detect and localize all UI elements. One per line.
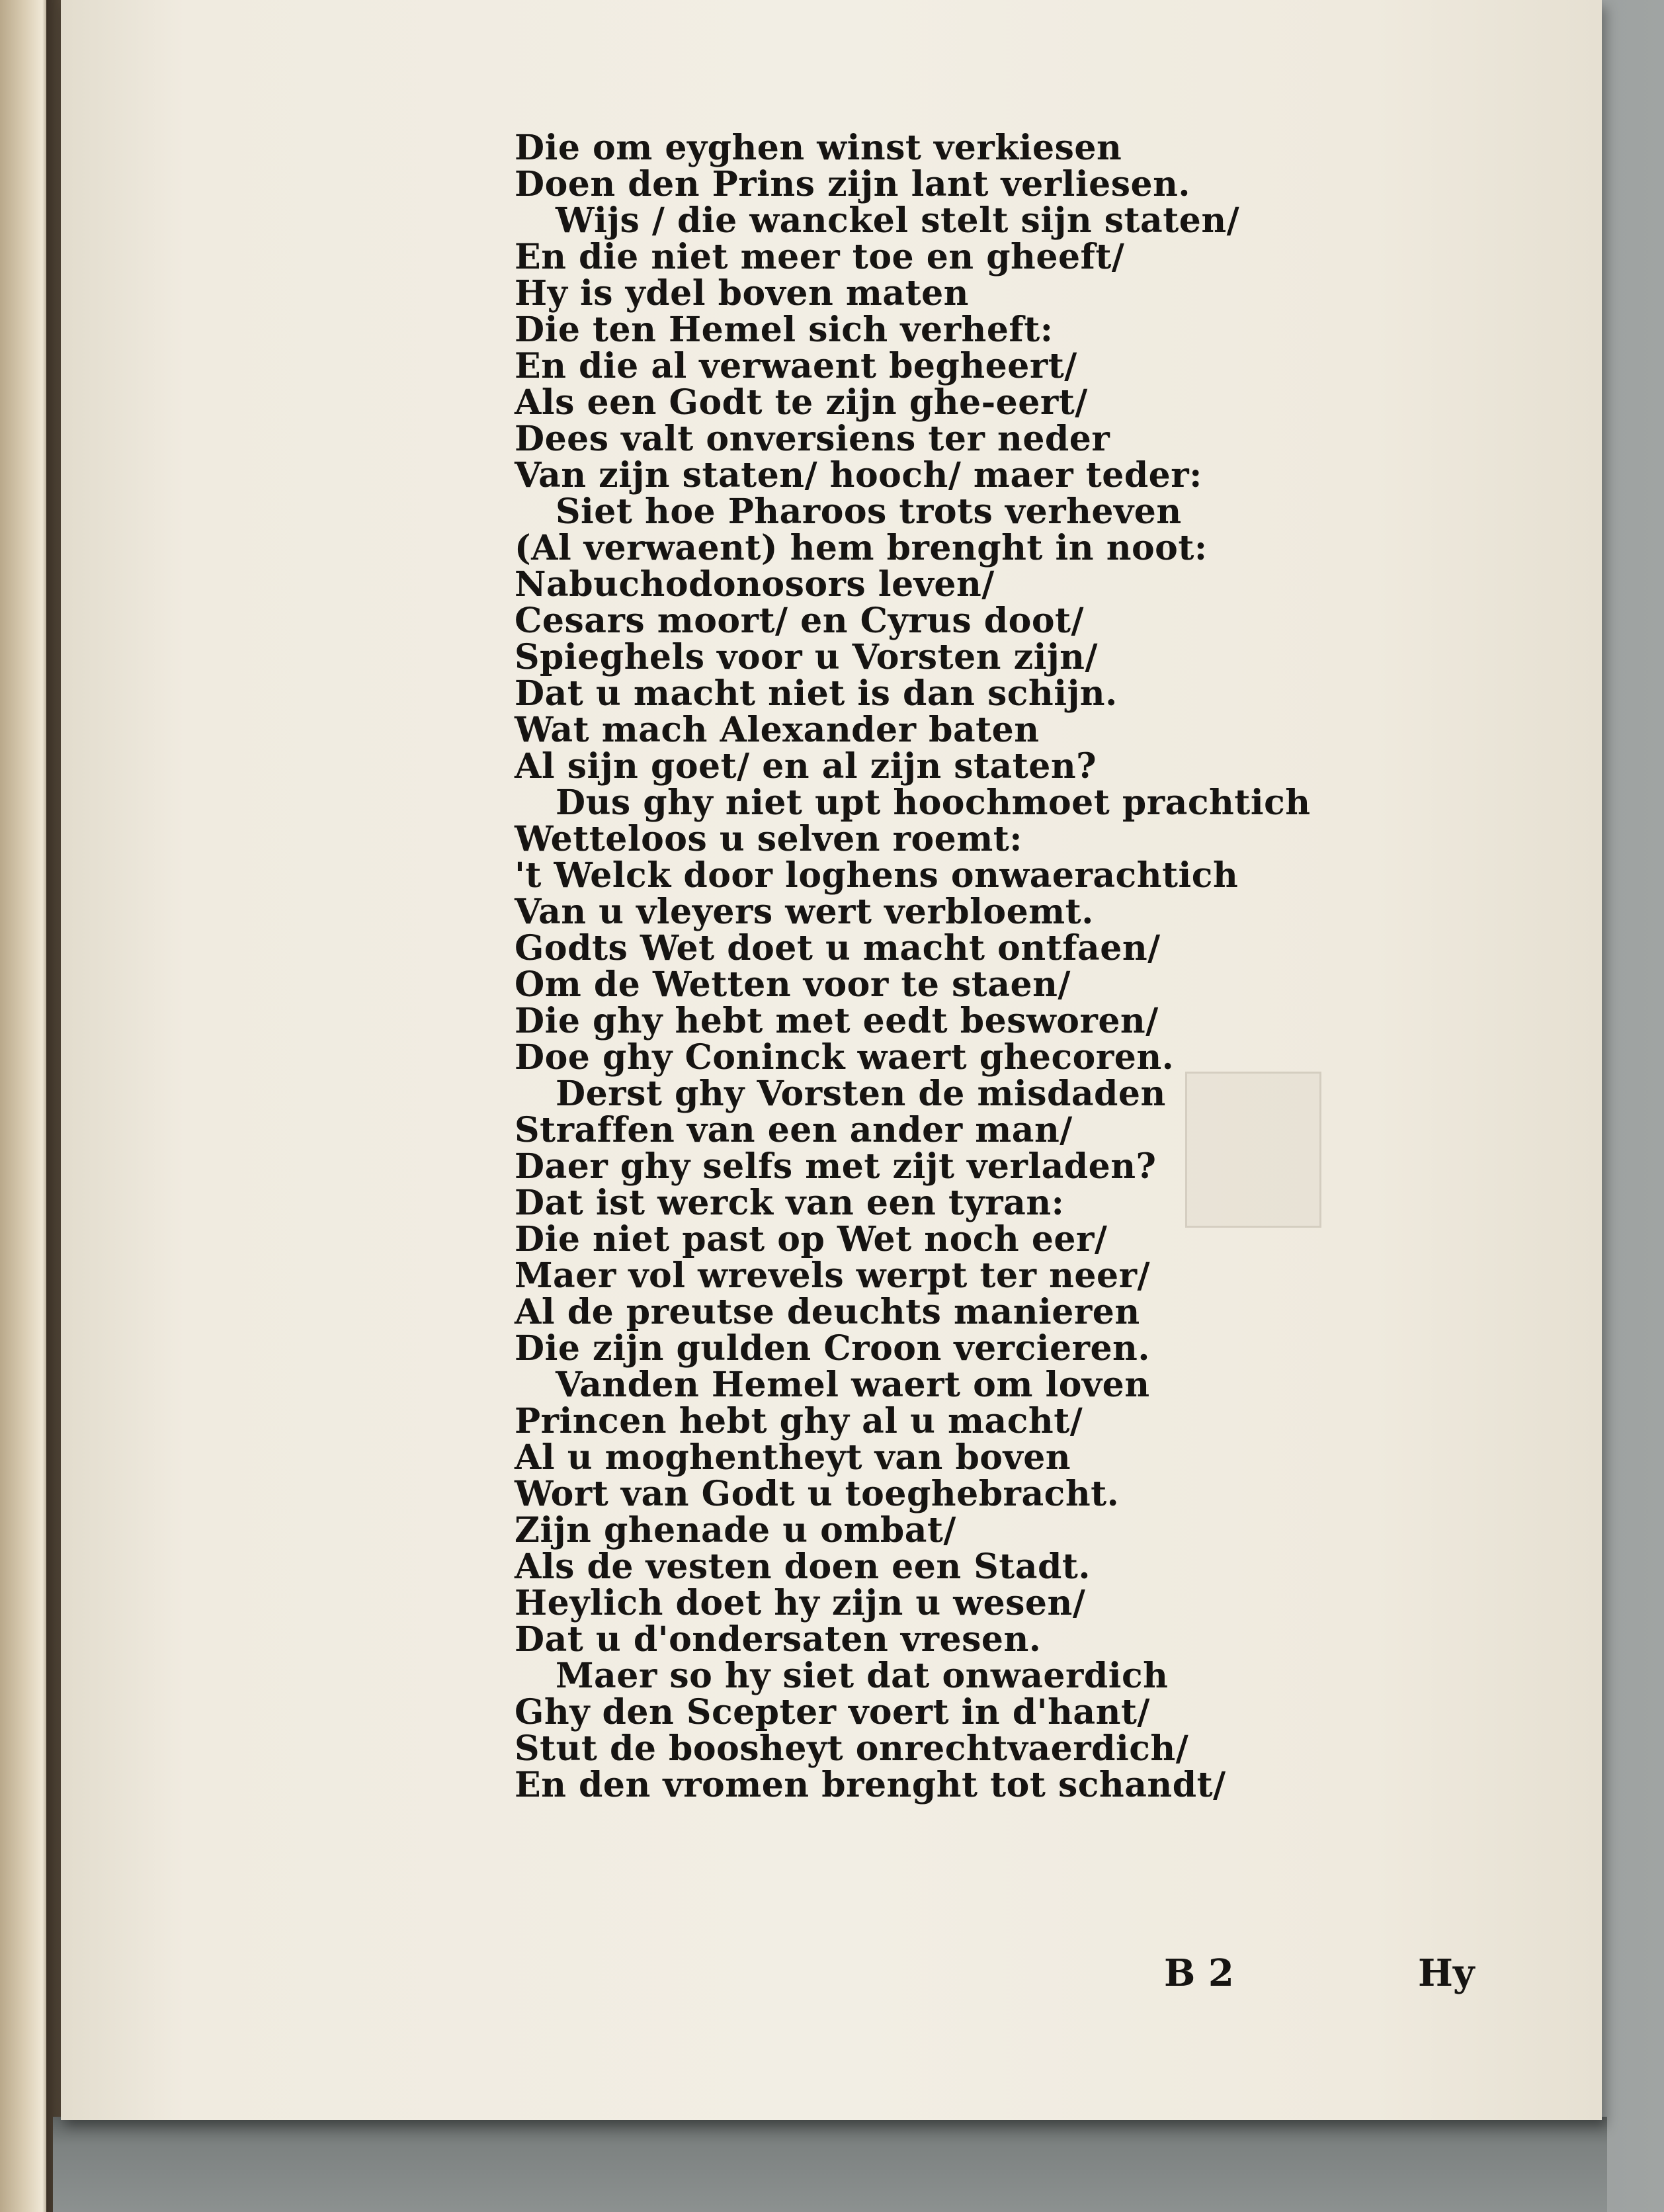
poem-line: En die niet meer toe en gheeft/: [515, 237, 1125, 277]
poem-line: Wetteloos u selven roemt:: [515, 819, 1022, 859]
poem-line: Dees valt onversiens ter neder: [515, 419, 1110, 459]
poem-line: Wat mach Alexander baten: [515, 710, 1040, 750]
poem-line: Die ten Hemel sich verheft:: [515, 310, 1054, 350]
poem-line: Dat u d'ondersaten vresen.: [515, 1619, 1042, 1660]
poem-line: En die al verwaent begheert/: [515, 346, 1077, 386]
poem-line: Van u vleyers wert verbloemt.: [515, 892, 1094, 932]
poem-line: Al de preutse deuchts manieren: [515, 1292, 1140, 1332]
poem-line: 't Welck door loghens onwaerachtich: [515, 855, 1239, 896]
poem-line: Al u moghentheyt van boven: [515, 1437, 1071, 1478]
catchword: Hy: [1418, 1951, 1475, 1995]
left-page-edge: [0, 0, 53, 2212]
poem-line: (Al verwaent) hem brenght in noot:: [515, 528, 1208, 568]
poem-line: Maer vol wrevels werpt ter neer/: [515, 1255, 1150, 1296]
poem-line: Om de Wetten voor te staen/: [515, 964, 1071, 1005]
poem-line: Zijn ghenade u ombat/: [515, 1510, 956, 1551]
poem-line: Doen den Prins zijn lant verliesen.: [515, 164, 1191, 204]
poem-line: Die niet past op Wet noch eer/: [515, 1219, 1108, 1259]
poem-line: Derst ghy Vorsten de misdaden: [556, 1074, 1166, 1114]
poem-line: Al sijn goet/ en al zijn staten?: [515, 746, 1097, 787]
poem-line: Straffen van een ander man/: [515, 1110, 1073, 1150]
poem-line: Die om eyghen winst verkiesen: [515, 128, 1122, 168]
poem-line: Als een Godt te zijn ghe-eert/: [515, 382, 1088, 423]
poem-line: Daer ghy selfs met zijt verladen?: [515, 1146, 1157, 1187]
page-shadow: [53, 2117, 1607, 2212]
poem-line: Dat u macht niet is dan schijn.: [515, 673, 1118, 714]
poem-line: Cesars moort/ en Cyrus doot/: [515, 601, 1085, 641]
poem-line: Heylich doet hy zijn u wesen/: [515, 1583, 1086, 1623]
poem-line: En den vromen brenght tot schandt/: [515, 1765, 1226, 1805]
poem-line: Wijs / die wanckel stelt sijn staten/: [556, 200, 1240, 241]
poem-line: Wort van Godt u toeghebracht.: [515, 1474, 1120, 1514]
book-page: [61, 0, 1602, 2120]
poem-line: Ghy den Scepter voert in d'hant/: [515, 1692, 1150, 1732]
poem-line: Nabuchodonosors leven/: [515, 564, 995, 605]
page-footer: [61, 1951, 1602, 1998]
poem-line: Dus ghy niet upt hoochmoet prachtich: [556, 783, 1311, 823]
poem-line: Princen hebt ghy al u macht/: [515, 1401, 1083, 1441]
poem-line: Vanden Hemel waert om loven: [556, 1365, 1150, 1405]
poem-line: Godts Wet doet u macht ontfaen/: [515, 928, 1161, 968]
signature-mark: B 2: [1164, 1951, 1234, 1995]
poem-line: Hy is ydel boven maten: [515, 273, 969, 314]
poem-line: Als de vesten doen een Stadt.: [515, 1547, 1091, 1587]
poem-line: Dat ist werck van een tyran:: [515, 1183, 1065, 1223]
poem-line: Maer so hy siet dat onwaerdich: [556, 1656, 1169, 1696]
poem-line: Spieghels voor u Vorsten zijn/: [515, 637, 1098, 677]
poem-text: [515, 128, 1311, 1805]
poem-line: Van zijn staten/ hooch/ maer teder:: [515, 455, 1202, 495]
poem-line: Doe ghy Coninck waert ghecoren.: [515, 1037, 1175, 1078]
poem-line: Die ghy hebt met eedt besworen/: [515, 1001, 1159, 1041]
poem-line: Die zijn gulden Croon vercieren.: [515, 1328, 1150, 1369]
poem-line: Siet hoe Pharoos trots verheven: [556, 491, 1182, 532]
poem-line: Stut de boosheyt onrechtvaerdich/: [515, 1728, 1189, 1769]
